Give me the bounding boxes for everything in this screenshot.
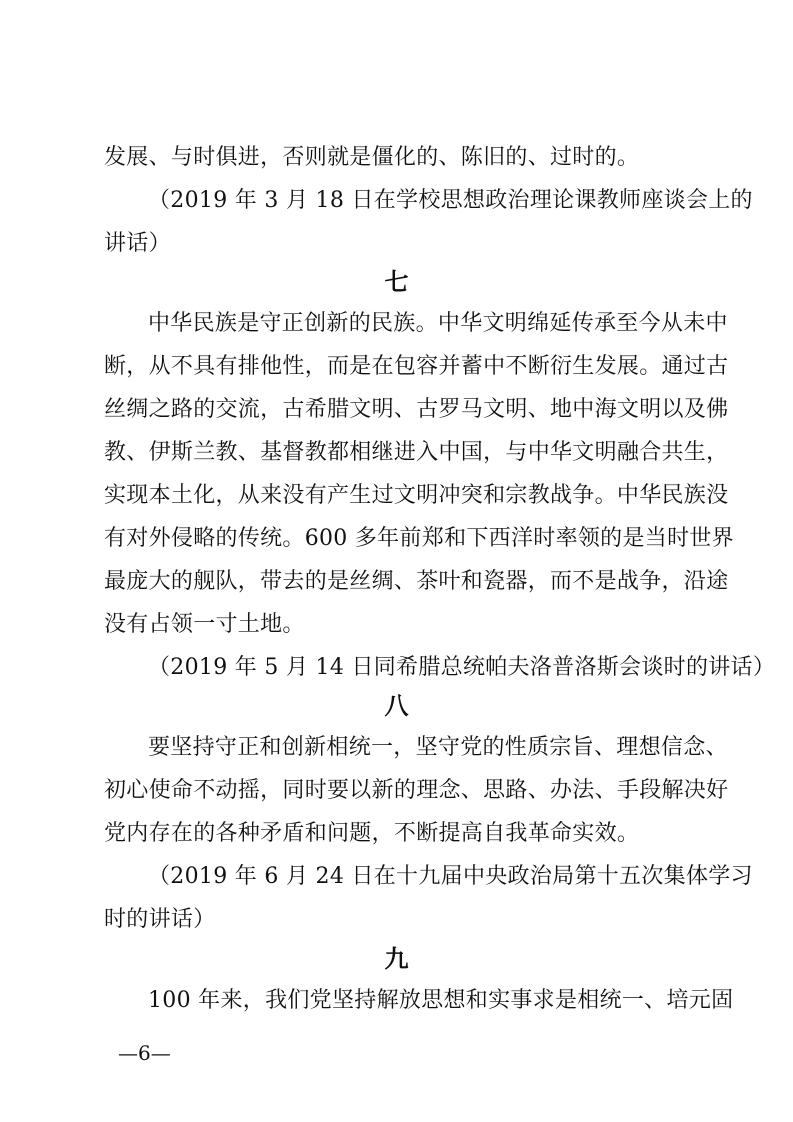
source-citation: 讲话）	[104, 231, 171, 256]
source-citation: （2019 年 3 月 18 日在学校思想政治理论课教师座谈会上的	[148, 188, 753, 213]
source-citation: 时的讲话）	[104, 907, 216, 932]
paragraph-line: 丝绸之路的交流，古希腊文明、古罗马文明、地中海文明以及佛	[104, 397, 729, 422]
section-heading-8: 八	[384, 692, 409, 720]
section-heading-9: 九	[384, 945, 409, 973]
paragraph-line: 中华民族是守正创新的民族。中华文明绵延传承至今从未中	[148, 311, 728, 336]
paragraph-line: 没有占领一寸土地。	[104, 612, 305, 637]
paragraph-line: 发展、与时俱进，否则就是僵化的、陈旧的、过时的。	[104, 145, 640, 170]
paragraph-line: 党内存在的各种矛盾和问题，不断提高自我革命实效。	[104, 821, 640, 846]
paragraph-line: 有对外侵略的传统。600 多年前郑和下西洋时率领的是当时世界	[104, 526, 734, 551]
paragraph-line: 初心使命不动摇，同时要以新的理念、思路、办法、手段解决好	[104, 778, 729, 803]
paragraph-line: 要坚持守正和创新相统一，坚守党的性质宗旨、理想信念、	[148, 735, 728, 760]
source-citation: （2019 年 5 月 14 日同希腊总统帕夫洛普洛斯会谈时的讲话）	[148, 655, 776, 680]
paragraph-line: 100 年来，我们党坚持解放思想和实事求是相统一、培元固	[148, 988, 734, 1013]
paragraph-line: 教、伊斯兰教、基督教都相继进入中国，与中华文明融合共生，	[104, 440, 729, 465]
page-number: —6—	[118, 1041, 171, 1065]
section-heading-7: 七	[384, 268, 409, 296]
source-citation: （2019 年 6 月 24 日在十九届中央政治局第十五次集体学习	[148, 864, 753, 889]
paragraph-line: 最庞大的舰队，带去的是丝绸、茶叶和瓷器，而不是战争，沿途	[104, 569, 729, 594]
paragraph-line: 断，从不具有排他性，而是在包容并蓄中不断衍生发展。通过古	[104, 354, 729, 379]
paragraph-line: 实现本土化，从来没有产生过文明冲突和宗教战争。中华民族没	[104, 483, 729, 508]
